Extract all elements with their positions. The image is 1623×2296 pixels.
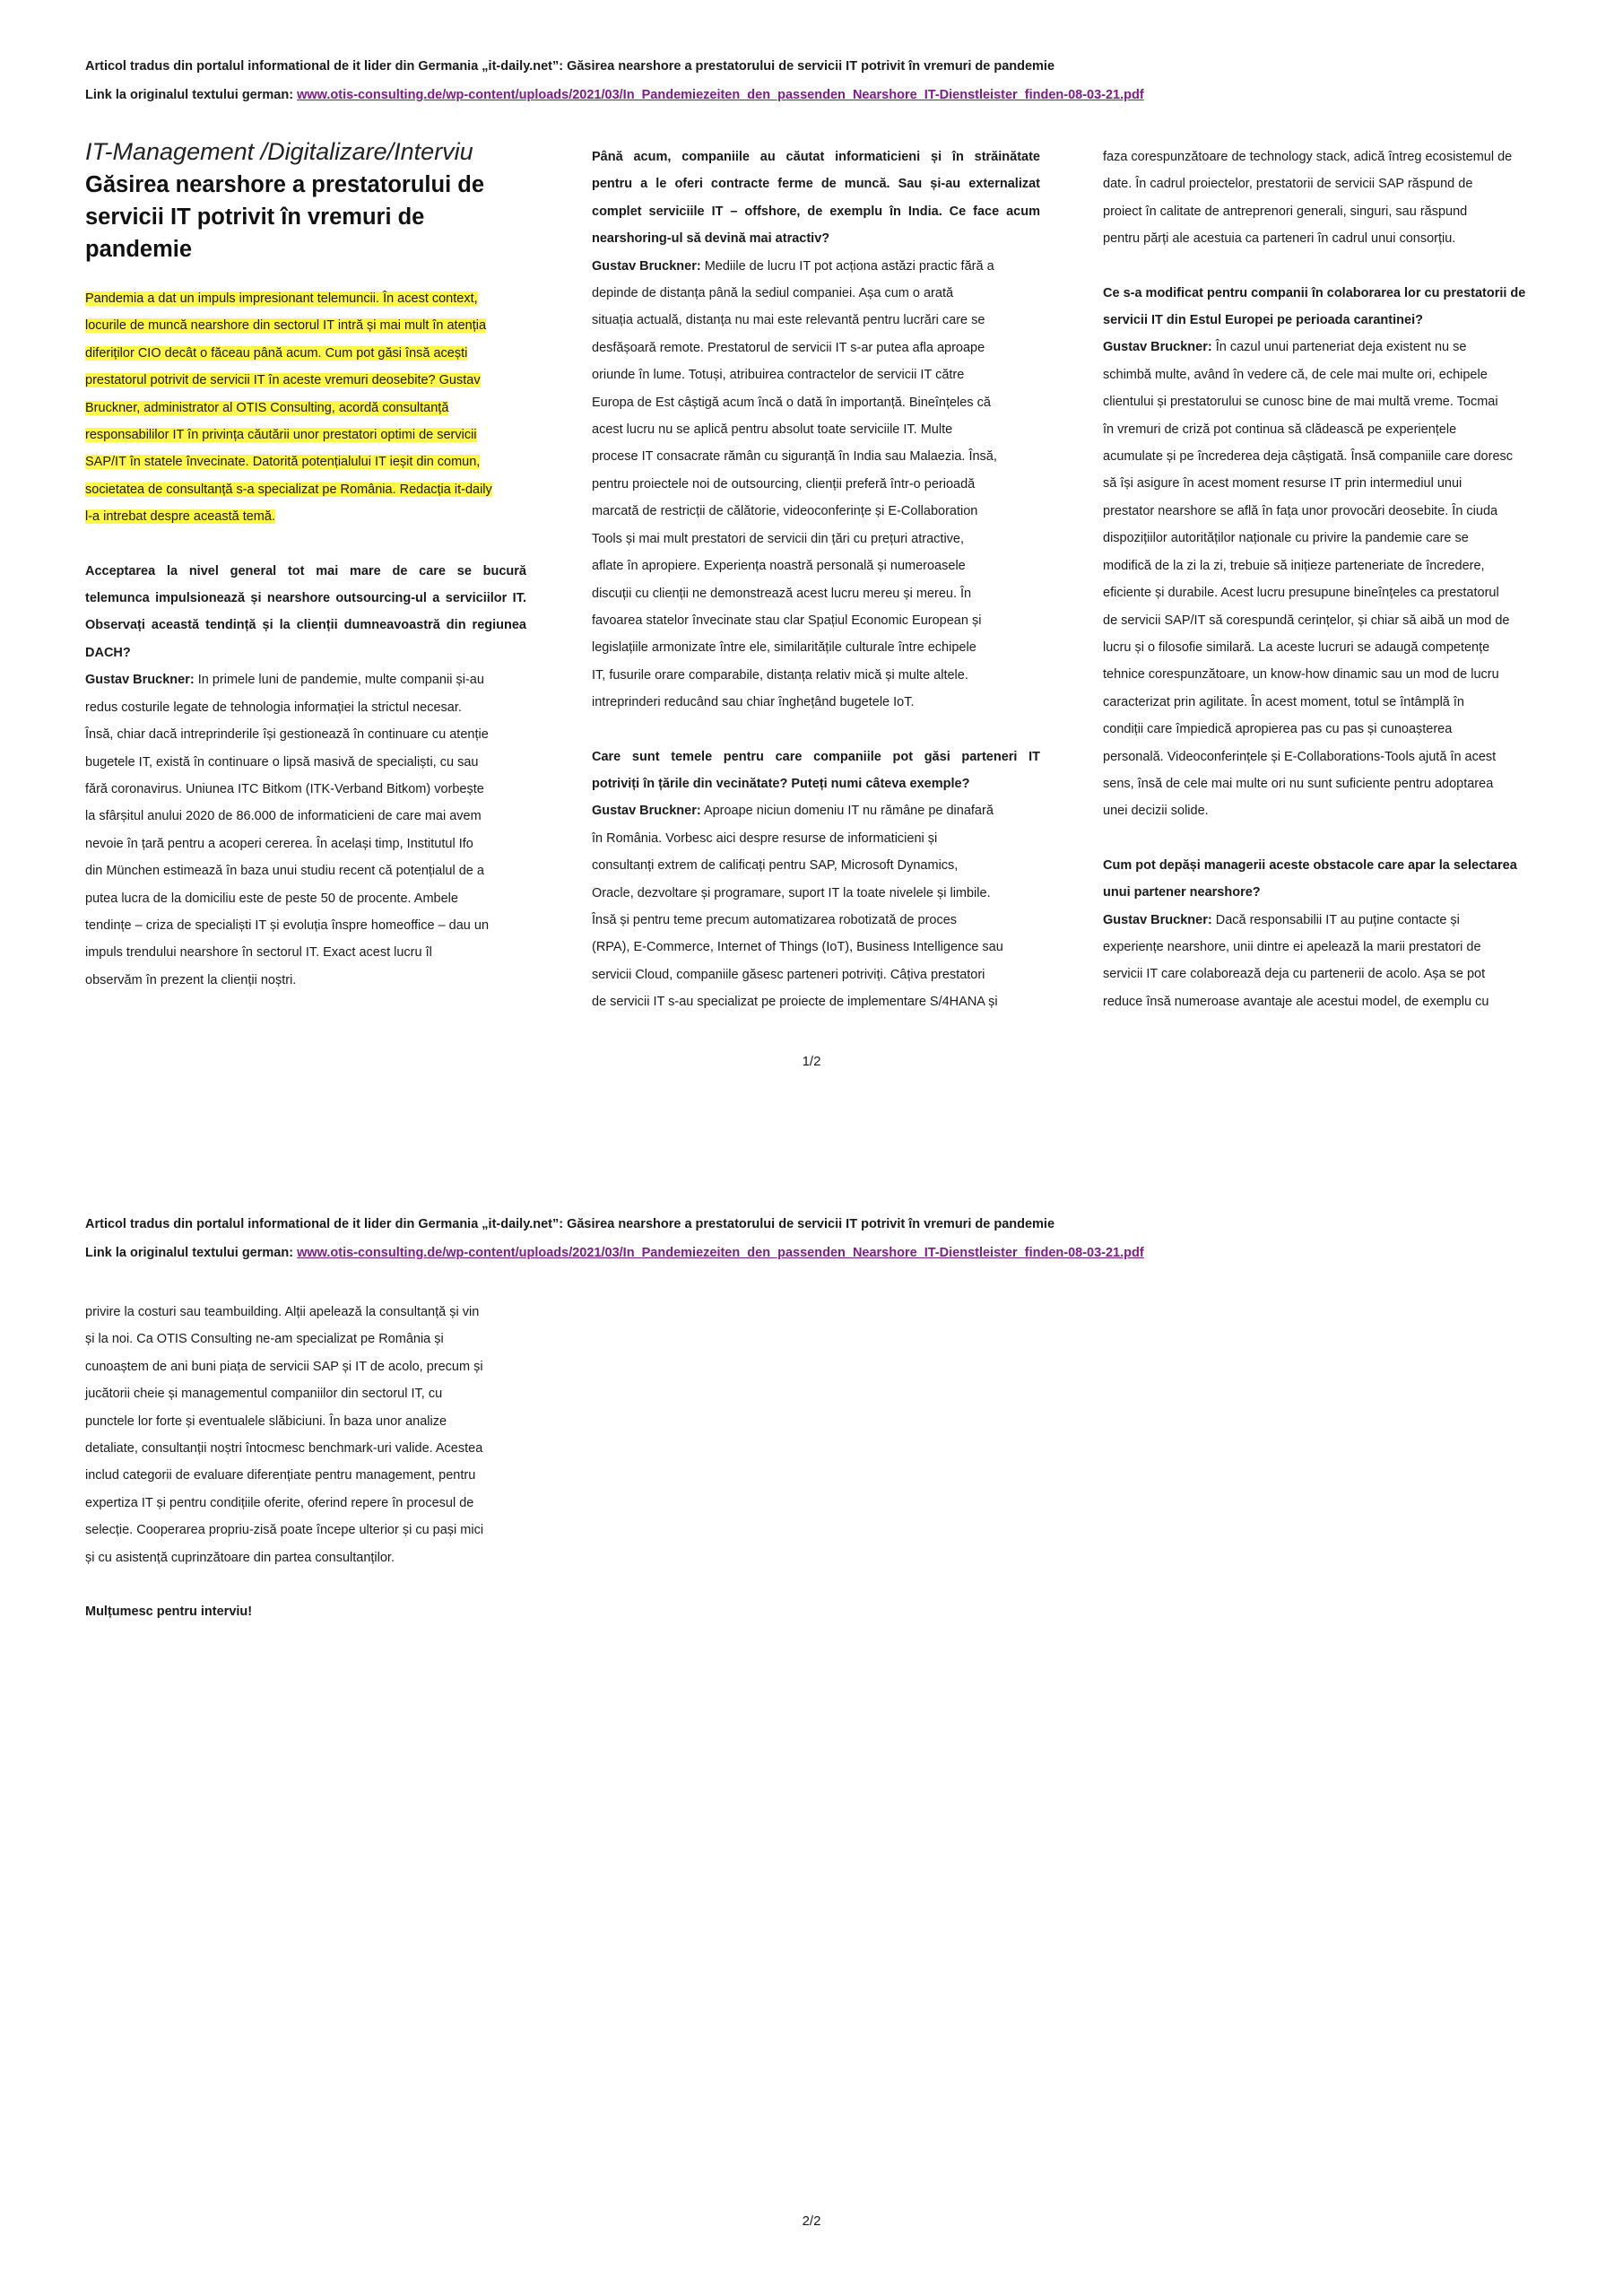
question-5: [1103, 852, 1560, 907]
answer-line: selecție. Cooperarea propriu-zisă poate începe ulterior și cu pași mici: [85, 1523, 484, 1538]
question-line: potriviți în țările din vecinătate? Puteți numi câteva exemple?: [592, 776, 970, 791]
answer-line: pentru părți ale acestuia ca parteneri în cadrul unui consorțiu.: [1103, 231, 1456, 247]
question-2: [592, 144, 1040, 253]
answer-line: experiențe nearshore, unii dintre ei apelează la marii prestatori de: [1103, 939, 1481, 954]
answer-line: privire la costuri sau teambuilding. Alții apelează la consultanță și vin: [85, 1305, 480, 1319]
answer-line: pentru proiectele noi de outsourcing, clienții preferă într-o perioadă: [592, 476, 976, 491]
answer-line: să își asigure în acest moment resurse IT prin intermediul unui: [1103, 476, 1462, 491]
answer-line: Însă și pentru teme precum automatizarea robotizată de proces: [592, 912, 958, 927]
answer-line: bugetele IT, există în continuare o lipsă masivă de specialiști, cu sau: [85, 754, 479, 770]
answer-line: depinde de distanța până la sediul companiei. Așa cum o arată: [592, 286, 954, 301]
answer-line: Tools și mai mult prestatori de servicii din țări cu prețuri atractive,: [592, 531, 965, 546]
column-2: [592, 144, 1040, 1016]
article-title: [85, 169, 526, 265]
answer-5: [1103, 907, 1560, 1016]
answer-line: Însă, chiar dacă intreprinderile își gestionează în continuare cu atenție: [85, 727, 489, 743]
answer-line: unei decizii solide.: [1103, 804, 1209, 819]
title-line: Găsirea nearshore a prestatorului de: [85, 172, 485, 197]
answer-line: marcată de restricții de călătorie, videoconferințe și E-Collaboration: [592, 504, 978, 519]
answer-4: [1103, 334, 1560, 824]
answer-line: În cazul unui parteneriat deja existent nu se: [1211, 340, 1467, 355]
page-number-1: 1/2: [802, 1054, 821, 1069]
answer-line: intreprinderi reducând sau chiar înghețând bugetele IoT.: [592, 695, 915, 710]
answer-line: în vremuri de criză pot continua să clădească pe experiențele: [1103, 422, 1457, 437]
answer-line: și cu asistență cuprinzătoare din partea consultanților.: [85, 1550, 395, 1565]
answer-line: includ categorii de evaluare diferențiate pentru management, pentru: [85, 1468, 476, 1483]
answer-line: jucătorii cheie și managementul companiilor din sectorul IT, cu: [85, 1387, 443, 1402]
answer-line: servicii IT care colaborează deja cu partenerii de acolo. Așa se pot: [1103, 967, 1486, 982]
answer-line: Dacă responsabilii IT au puține contacte și: [1211, 912, 1460, 927]
answer-line: prestator nearshore se află în fața unor provocări deosebite. În ciuda: [1103, 503, 1498, 518]
answer-line: și la noi. Ca OTIS Consulting ne-am specializat pe România și: [85, 1332, 444, 1347]
answer-line: procese IT consacrate rămân cu siguranță în India sau Malaezia. Însă,: [592, 449, 997, 465]
answer-line: (RPA), E-Commerce, Internet of Things (IoT), Business Intelligence sau: [592, 940, 1003, 955]
answer-line: personală. Videoconferințele și E-Collaborations-Tools ajută în acest: [1103, 749, 1497, 764]
answer-2: [592, 253, 1040, 717]
question-1: [85, 558, 526, 667]
page-header-1: [85, 52, 1556, 109]
header-link-line: [85, 1239, 1556, 1267]
answer-line: oriunde în lume. Totuși, atribuirea contractelor de servicii IT către: [592, 368, 965, 383]
answer-line: acumulate și pe încrederea deja câștigată. Însă companiile care doresc: [1103, 449, 1514, 465]
lead-line: responsabililor IT în privința căutării unor prestatori optimi de servicii: [85, 428, 477, 443]
answer-line: putea lucra de la domiciliu este de peste 50 de procente. Ambele: [85, 891, 458, 906]
lead-line: locurile de muncă nearshore din sectorul IT intră și mai mult în atenția: [85, 318, 487, 334]
answer-line: în România. Vorbesc aici despre resurse de informaticieni și: [592, 831, 938, 846]
answer-line: Aproape niciun domeniu IT nu rămâne pe dinafară: [700, 804, 994, 819]
page-header-2: [85, 1210, 1556, 1267]
answer-line: caracterizat prin agilitate. În acest moment, totul se întâmplă în: [1103, 694, 1464, 709]
header-title: Articol tradus din portalul informational de it lider din Germania „it-daily.net”: Găsirea nearshore a prestatorului de servicii IT potrivit în vremuri de pandemie: [85, 1217, 1055, 1231]
lead-line: Bruckner, administrator al OTIS Consulting, acordă consultanță: [85, 400, 449, 415]
title-line: pandemie: [85, 237, 193, 262]
answer-line: impuls trendului nearshore în sectorul IT. Exact acest lucru îl: [85, 945, 432, 961]
answer-line: reduce însă numeroase avantaje ale acestui model, de exemplu cu: [1103, 994, 1489, 1009]
question-line: DACH?: [85, 645, 131, 660]
answer-line: consultanți extrem de calificați pentru SAP, Microsoft Dynamics,: [592, 858, 959, 874]
title-line: servicii IT potrivit în vremuri de: [85, 204, 425, 230]
speaker-name: Gustav Bruckner:: [592, 804, 701, 819]
lead-line: l-a intrebat despre această temă.: [85, 509, 275, 525]
original-article-link[interactable]: www.otis-consulting.de/wp-content/uploads/2021/03/In_Pandemiezeiten_den_passenden_Nearshore_IT-Dienstleister_finden-08-03-21.pdf: [297, 88, 1144, 102]
question-line: pentru a le oferi contracte ferme de muncă. Sau și-au externalizat: [592, 177, 1040, 192]
answer-3: [592, 797, 1040, 1015]
question-line: Acceptarea la nivel general tot mai mare de care se bucură: [85, 563, 526, 578]
answer-line: acest lucru nu se aplică pentru absolut toate serviciile IT. Multe: [592, 422, 953, 438]
answer-line: schimbă multe, având în vedere că, de cele mai multe ori, echipele: [1103, 367, 1488, 382]
answer-line: situația actuală, distanța nu mai este relevantă pentru lucrări care se: [592, 313, 985, 328]
question-line: Care sunt temele pentru care companiile pot găsi parteneri IT: [592, 749, 1040, 764]
question-4: [1103, 280, 1560, 335]
answer-line: Europa de Est câștigă acum încă o dată în importanță. Bineînțeles că: [592, 395, 991, 410]
answer-line: legislațiile armonizate între ele, similaritățile culturale între echipele: [592, 640, 976, 656]
page-number-2: 2/2: [802, 2213, 821, 2229]
answer-line: Mediile de lucru IT pot acționa astăzi practic fără a: [700, 258, 994, 274]
original-article-link[interactable]: www.otis-consulting.de/wp-content/uploads/2021/03/In_Pandemiezeiten_den_passenden_Nearshore_IT-Dienstleister_finden-08-03-21.pdf: [297, 1246, 1144, 1260]
question-line: unui partener nearshore?: [1103, 885, 1261, 900]
lead-line: Pandemia a dat un impuls impresionant telemuncii. În acest context,: [85, 291, 478, 306]
answer-line: detaliate, consultanții noștri întocmesc benchmark-uri valide. Acestea: [85, 1441, 483, 1457]
answer-line: modifică de la zi la zi, trebuie să inițieze parteneriate de încredere,: [1103, 558, 1485, 573]
answer-line: Oracle, dezvoltare și programare, suport IT la toate nivelele și limbile.: [592, 885, 991, 900]
answer-line: tendințe – criza de specialiști IT și evoluția înspre homeoffice – dau un: [85, 918, 490, 933]
answer-line: date. În cadrul proiectelor, prestatorii de servicii SAP răspund de: [1103, 177, 1473, 192]
question-line: Cum pot depăși managerii aceste obstacole care apar la selectarea: [1103, 857, 1517, 873]
answer-line: nevoie în țară pentru a acoperi cererea. În același timp, Institutul Ifo: [85, 836, 473, 851]
article-kicker: IT-Management /Digitalizare/Interviu: [85, 138, 473, 165]
answer-line: faza corespunzătoare de technology stack, adică întreg ecosistemul de: [1103, 150, 1513, 164]
answer-line: din München estimează în baza unui studiu recent că potențialul de a: [85, 864, 484, 879]
question-line: nearshoring-ul să devină mai atractiv?: [592, 231, 830, 247]
answer-line: clientului și prestatorului se cunosc bine de mai multă vreme. Tocmai: [1103, 395, 1498, 410]
answer-line: IT, fusurile orare comparabile, distanța relativ mică și multe altele.: [592, 667, 968, 683]
speaker-name: Gustav Bruckner:: [1103, 340, 1212, 355]
question-line: Până acum, companiile au căutat informaticieni și în străinătate: [592, 150, 1040, 164]
answer-line: fără coronavirus. Uniunea ITC Bitkom (ITK-Verband Bitkom) vorbește: [85, 781, 484, 796]
speaker-name: Gustav Bruckner:: [1103, 912, 1212, 927]
header-link-label: Link la originalul textului german:: [85, 1246, 298, 1260]
answer-line: redus costurile legate de tehnologia informației la strictul necesar.: [85, 700, 462, 715]
lead-line: societatea de consultanță s-a specializat pe România. Redacția it-daily: [85, 482, 492, 497]
answer-line: servicii Cloud, companiile găsesc parteneri potriviți. Câțiva prestatori: [592, 967, 985, 982]
answer-line: de servicii SAP/IT să corespundă cerințelor, și chiar să aibă un mod de: [1103, 613, 1510, 628]
speaker-name: Gustav Bruckner:: [592, 258, 701, 274]
answer-line: condiții care împiedică apropierea pas cu pas și cunoașterea: [1103, 722, 1453, 737]
question-line: servicii IT din Estul Europei pe perioada carantinei?: [1103, 313, 1423, 328]
closing-line: Mulțumesc pentru interviu!: [85, 1605, 253, 1620]
article-lead: [85, 285, 526, 531]
column-1: [85, 136, 526, 994]
question-line: Observați această tendință și la clienții dumneavoastră din regiunea: [85, 618, 526, 633]
question-line: telemunca impulsionează și nearshore outsourcing-ul a serviciilor IT.: [85, 591, 526, 606]
header-title: Articol tradus din portalul informational de it lider din Germania „it-daily.net”: Găsirea nearshore a prestatorului de servicii IT potrivit în vremuri de pandemie: [85, 59, 1055, 74]
answer-line: tehnice corespunzătoare, un know-how dinamic sau un mod de lucru: [1103, 667, 1499, 683]
lead-line: SAP/IT în statele învecinate. Datorită potențialului IT ieșit din comun,: [85, 455, 481, 470]
header-link-label: Link la originalul textului german:: [85, 88, 298, 102]
lead-line: diferiților CIO decât o făceau până acum. Cum pot găsi însă acești: [85, 345, 468, 361]
answer-line: cunoaștem de ani buni piața de servicii SAP și IT de acolo, precum și: [85, 1359, 483, 1374]
answer-line: sens, însă de cele mai multe ori nu sunt suficiente pentru adoptarea: [1103, 776, 1494, 791]
speaker-name: Gustav Bruckner:: [85, 673, 195, 688]
answer-line: favoarea statelor învecinate stau clar Spațiul Economic European și: [592, 613, 982, 628]
answer-line: lucru și o filosofie similară. La aceste lucruri se adaugă competențe: [1103, 639, 1490, 655]
question-line: Ce s-a modificat pentru companii în colaborarea lor cu prestatorii de: [1103, 285, 1526, 300]
answer-line: eficiente și durabile. Acest lucru presupune bineînțeles ca prestatorul: [1103, 586, 1499, 601]
page-2-column: [85, 1299, 534, 1625]
answer-line: expertiza IT și pentru condițiile oferite, oferind repere în procesul de: [85, 1495, 474, 1510]
answer-line: discuții cu clienții ne demonstrează acest lucru mereu și mereu. În: [592, 586, 972, 601]
answer-line: desfășoară remote. Prestatorul de servicii IT s-ar putea afla aproape: [592, 340, 985, 355]
answer-line: In primele luni de pandemie, multe companii și-au: [194, 673, 484, 688]
answer-line: la sfârșitul anului 2020 de 86.000 de informaticieni de care mai avem: [85, 809, 482, 824]
question-3: [592, 744, 1040, 798]
lead-line: prestatorul potrivit de servicii IT în aceste vremuri deosebite? Gustav: [85, 373, 481, 388]
answer-line: observăm în prezent la clienții noștri.: [85, 972, 297, 987]
answer-line: dispozițiilor autorităților naționale cu privire la pandemie care se: [1103, 531, 1469, 546]
answer-line: de servicii IT s-au specializat pe proiecte de implementare S/4HANA și: [592, 995, 998, 1010]
answer-3-continued: [1103, 144, 1560, 253]
answer-line: aflate în apropiere. Experiența noastră personală și numeroasele: [592, 559, 966, 574]
question-line: complet serviciile IT – offshore, de exemplu în India. Ce face acum: [592, 204, 1040, 219]
header-link-line: [85, 81, 1556, 109]
answer-line: proiect în calitate de antreprenori generali, singuri, sau răspund: [1103, 204, 1468, 219]
answer-1: [85, 666, 526, 994]
answer-line: punctele lor forte și eventualele slăbiciuni. În baza unor analize: [85, 1413, 447, 1429]
answer-5-continued: [85, 1299, 534, 1571]
column-3: [1103, 144, 1560, 1015]
